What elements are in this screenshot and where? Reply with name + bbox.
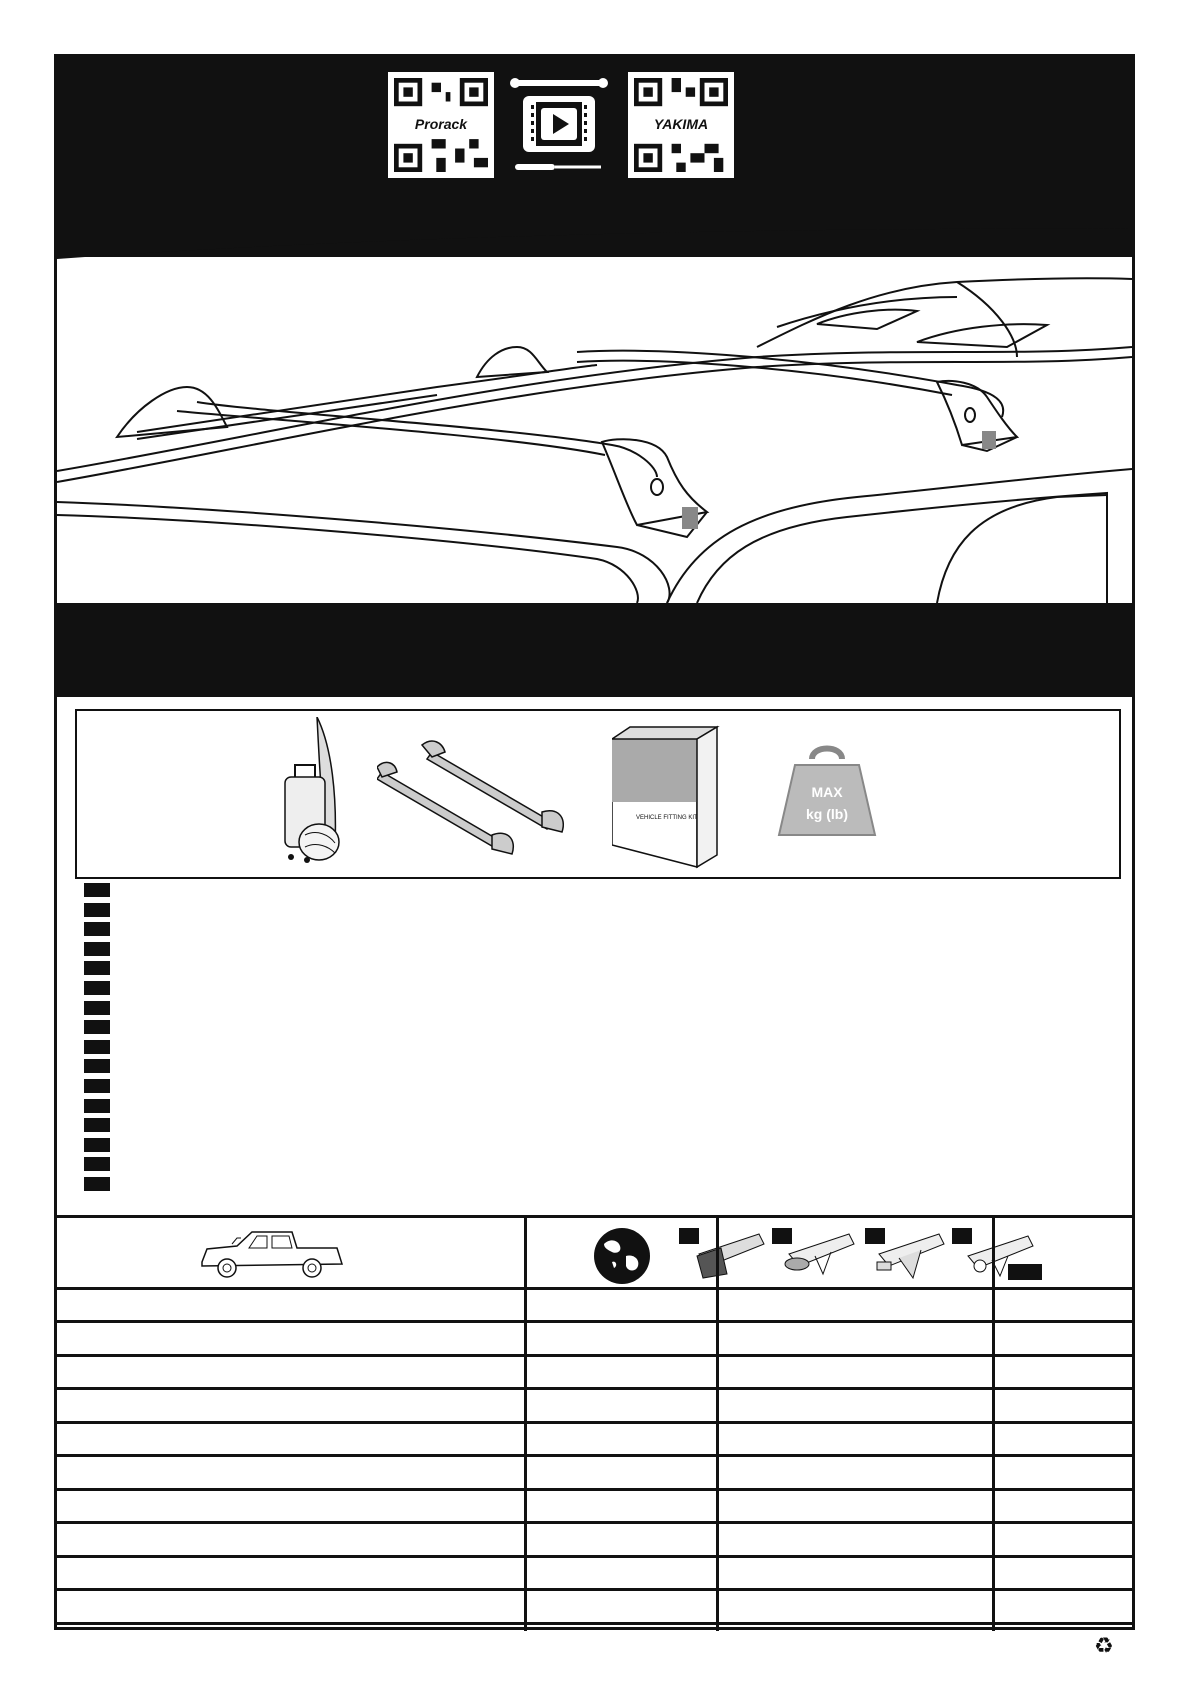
prorack-qr-code[interactable] xyxy=(388,72,494,178)
table-row xyxy=(57,1458,1132,1491)
fitting-kit-label: VEHICLE FITTING KIT xyxy=(636,815,698,821)
table-cell-extra xyxy=(995,1525,1132,1555)
table-cell-fit xyxy=(719,1357,992,1387)
yakima-logo: YAKIMA xyxy=(634,112,728,136)
table-row xyxy=(57,1525,1132,1558)
table-cell-region xyxy=(527,1491,716,1521)
table-cell-fit xyxy=(719,1458,992,1488)
table-cell-fit xyxy=(719,1525,992,1555)
table-cell-extra xyxy=(995,1491,1132,1521)
language-marker xyxy=(84,1059,110,1073)
roof-rack-illustration xyxy=(57,207,1132,657)
language-marker xyxy=(84,1177,110,1191)
table-cell-vehicle xyxy=(57,1558,524,1588)
crossbars-icon xyxy=(377,717,577,872)
language-marker xyxy=(84,961,110,975)
accessory-foot xyxy=(952,1224,1052,1288)
weight-unit-label: kg (lb) xyxy=(806,806,848,822)
table-cell-vehicle xyxy=(57,1525,524,1555)
table-cell-extra xyxy=(995,1458,1132,1488)
table-row xyxy=(57,1290,1132,1323)
language-marker xyxy=(84,1099,110,1113)
table-cell-fit xyxy=(719,1491,992,1521)
table-cell-region xyxy=(527,1592,716,1622)
table-cell-region xyxy=(527,1458,716,1488)
flush-foot-icon xyxy=(689,1226,769,1286)
table-row xyxy=(57,1592,1132,1625)
accessory-badge xyxy=(1008,1264,1042,1280)
language-marker xyxy=(84,981,110,995)
table-cell-region xyxy=(527,1324,716,1354)
table-cell-vehicle xyxy=(57,1458,524,1488)
table-cell-fit xyxy=(719,1592,992,1622)
foot-types xyxy=(679,1224,949,1288)
table-cell-fit xyxy=(719,1558,992,1588)
product-contents-box xyxy=(75,709,1121,879)
language-marker xyxy=(84,1001,110,1015)
language-marker xyxy=(84,942,110,956)
table-cell-extra xyxy=(995,1290,1132,1320)
table-cell-vehicle xyxy=(57,1324,524,1354)
table-cell-region xyxy=(527,1357,716,1387)
luggage-icon xyxy=(277,717,362,872)
table-cell-extra xyxy=(995,1324,1132,1354)
table-cell-region xyxy=(527,1391,716,1421)
table-cell-vehicle xyxy=(57,1424,524,1454)
table-row xyxy=(57,1558,1132,1591)
globe-icon xyxy=(592,1226,652,1286)
table-cell-fit xyxy=(719,1424,992,1454)
table-row xyxy=(57,1391,1132,1424)
recycle-icon: ♻ xyxy=(1094,1634,1114,1659)
table-cell-extra xyxy=(995,1592,1132,1622)
table-cell-region xyxy=(527,1558,716,1588)
language-markers xyxy=(84,883,124,1197)
table-cell-extra xyxy=(995,1424,1132,1454)
table-cell-vehicle xyxy=(57,1391,524,1421)
table-cell-region xyxy=(527,1290,716,1320)
language-marker xyxy=(84,903,110,917)
prorack-logo: Prorack xyxy=(394,112,488,136)
table-row xyxy=(57,1357,1132,1390)
pickup-truck-icon xyxy=(197,1224,347,1284)
title-band xyxy=(57,603,1132,697)
table-cell-region xyxy=(527,1525,716,1555)
table-cell-vehicle xyxy=(57,1290,524,1320)
language-marker xyxy=(84,1040,110,1054)
table-cell-extra xyxy=(995,1558,1132,1588)
yakima-qr-code[interactable] xyxy=(628,72,734,178)
weight-max-icon xyxy=(767,717,887,872)
table-cell-fit xyxy=(719,1290,992,1320)
instruction-sheet xyxy=(54,54,1135,1630)
video-instructions-icon[interactable] xyxy=(509,72,609,182)
table-cell-vehicle xyxy=(57,1592,524,1622)
table-row xyxy=(57,1491,1132,1524)
table-row xyxy=(57,1424,1132,1457)
table-cell-vehicle xyxy=(57,1491,524,1521)
table-cell-extra xyxy=(995,1357,1132,1387)
raised-rail-foot-icon xyxy=(779,1226,859,1286)
language-marker xyxy=(84,1118,110,1132)
table-cell-fit xyxy=(719,1391,992,1421)
table-cell-vehicle xyxy=(57,1357,524,1387)
table-row xyxy=(57,1324,1132,1357)
language-marker xyxy=(84,922,110,936)
language-marker xyxy=(84,883,110,897)
language-marker xyxy=(84,1157,110,1171)
table-header xyxy=(57,1215,1132,1290)
table-cell-fit xyxy=(719,1324,992,1354)
table-cell-region xyxy=(527,1424,716,1454)
language-marker xyxy=(84,1020,110,1034)
language-marker xyxy=(84,1138,110,1152)
fitting-kit-box-icon xyxy=(612,717,732,872)
table-cell-extra xyxy=(995,1391,1132,1421)
fixed-point-foot-icon xyxy=(869,1226,949,1286)
language-marker xyxy=(84,1079,110,1093)
weight-max-label: MAX xyxy=(811,784,843,800)
